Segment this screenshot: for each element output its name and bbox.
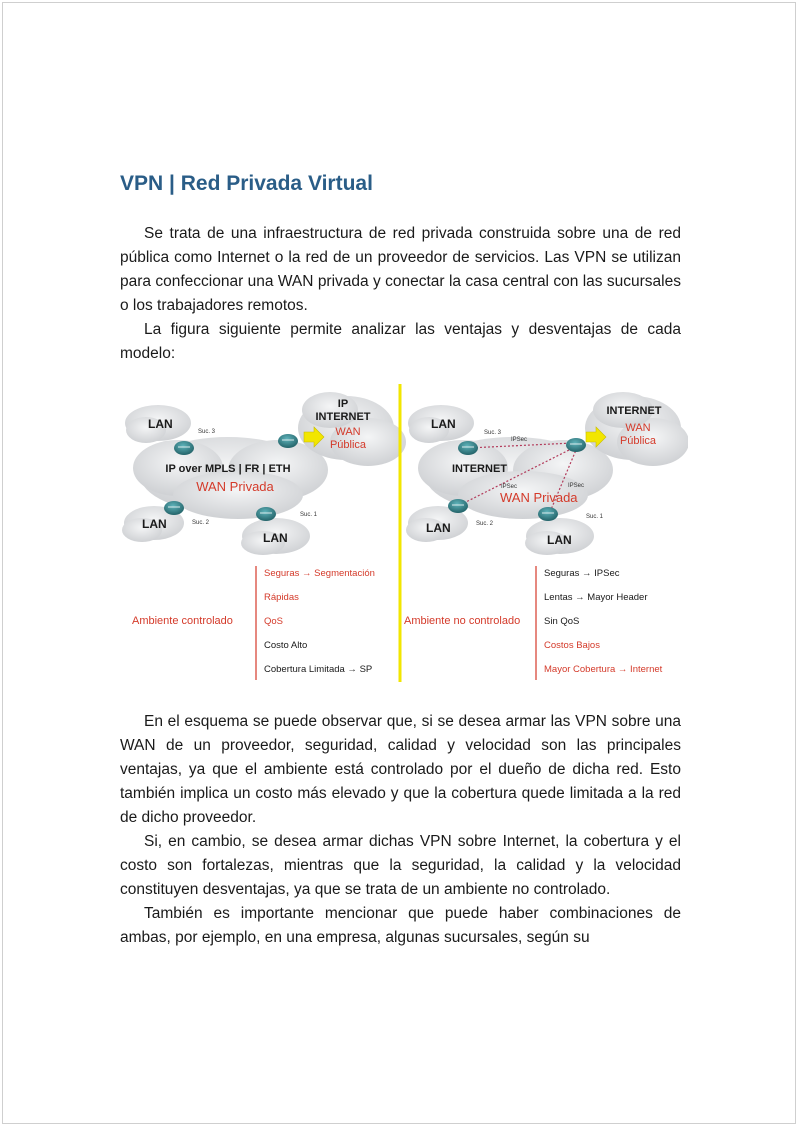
right-feature-3: Sin QoS [544,616,580,627]
left-feature-4: Costo Alto [264,640,308,651]
right-wan-publica-label-1: WAN [625,422,651,434]
right-ambiente-label: Ambiente no controlado [404,615,521,627]
left-router-1-icon [256,507,276,521]
vpn-figure [118,380,688,685]
right-ipsec-label-3: IPSec [568,483,585,489]
paragraph-analysis: En el esquema se puede observar que, si se desea armar las VPN sobre una WAN de un proveedor, seguridad, calidad y velocidad son las principales ventajas, ya que el ambiente está controlado por el dueño de dicha red. Esto también implica un costo más elevado y que la cobertura quede limitada a la red de dicho proveedor. [120,713,681,826]
right-lan-cloud-3 [408,405,474,443]
left-feature-5: Cobertura Limitada → SP [264,664,373,675]
left-router-3-icon [174,441,194,455]
left-suc1-label: Suc. 1 [300,512,318,518]
paragraph-figure-intro: La figura siguiente permite analizar las ventajas y desventajas de cada modelo: [120,321,681,362]
right-router-3-icon [458,441,478,455]
right-lan-cloud-1 [525,518,594,555]
right-lan-2-label: LAN [426,521,451,535]
vpn-diagram [118,380,688,685]
left-feature-1: Seguras → Segmentación [264,568,375,579]
left-internet-label: INTERNET [315,411,371,423]
left-panel [122,392,406,680]
left-ambiente-label: Ambiente controlado [132,615,233,627]
right-wan-publica-label-2: Pública [619,435,657,447]
right-router-hq-icon [566,438,586,452]
right-feature-4: Costos Bajos [544,640,600,651]
right-internet-cloud-label: INTERNET [606,405,662,417]
paragraph-intro: Se trata de una infraestructura de red privada construida sobre una de red pública como Internet o la red de un proveedor de servicios. Las VPN se utilizan para confeccionar una WAN privada y conectar la casa central con las sucursales o los trabajadores remotos. [120,225,681,314]
right-ipsec-label-1: IPSec [511,437,528,443]
right-router-1-icon [538,507,558,521]
right-router-2-icon [448,499,468,513]
page-title: VPN | Red Privada Virtual [120,172,373,195]
right-lan-1-label: LAN [547,533,572,547]
right-suc3-label: Suc. 3 [484,430,502,436]
left-lan-3-label: LAN [148,417,173,431]
left-lan-2-label: LAN [142,517,167,531]
left-wan-publica-label-2: Pública [329,439,367,451]
right-feature-list [544,568,663,675]
right-feature-2: Lentas → Mayor Header [544,592,648,603]
right-panel [404,392,688,680]
left-wan-privada-label: WAN Privada [196,479,274,494]
left-lan-cloud-1 [241,518,310,555]
left-feature-list [264,568,375,675]
right-wan-privada-label: WAN Privada [500,490,578,505]
paragraph-internet: Si, en cambio, se desea armar dichas VPN sobre Internet, la cobertura y el costo son fortalezas, mientras que la seguridad, la calidad y la velocidad constituyen desventajas, ya que se trata de un ambiente no controlado. [120,833,681,898]
left-feature-3: QoS [264,616,284,627]
right-core-label: INTERNET [452,463,507,475]
left-lan-cloud-3 [125,405,191,443]
left-suc3-label: Suc. 3 [198,429,216,435]
right-ipsec-label-2: IPSec [501,484,518,490]
paragraph-combination: También es importante mencionar que puede haber combinaciones de ambas, por ejemplo, en una empresa, algunas sucursales, según su [120,905,681,946]
right-suc2-label: Suc. 2 [476,521,494,527]
right-feature-1: Seguras → IPSec [544,568,620,579]
left-router-hq-icon [278,434,298,448]
left-suc2-label: Suc. 2 [192,520,210,526]
right-lan-3-label: LAN [431,417,456,431]
right-feature-5: Mayor Cobertura → Internet [544,664,663,675]
left-lan-1-label: LAN [263,531,288,545]
left-feature-2: Rápidas [264,592,299,603]
left-wan-publica-label-1: WAN [335,426,361,438]
left-router-2-icon [164,501,184,515]
left-ip-label: IP [337,398,349,410]
right-suc1-label: Suc. 1 [586,514,604,520]
left-core-label: IP over MPLS | FR | ETH [165,463,291,475]
